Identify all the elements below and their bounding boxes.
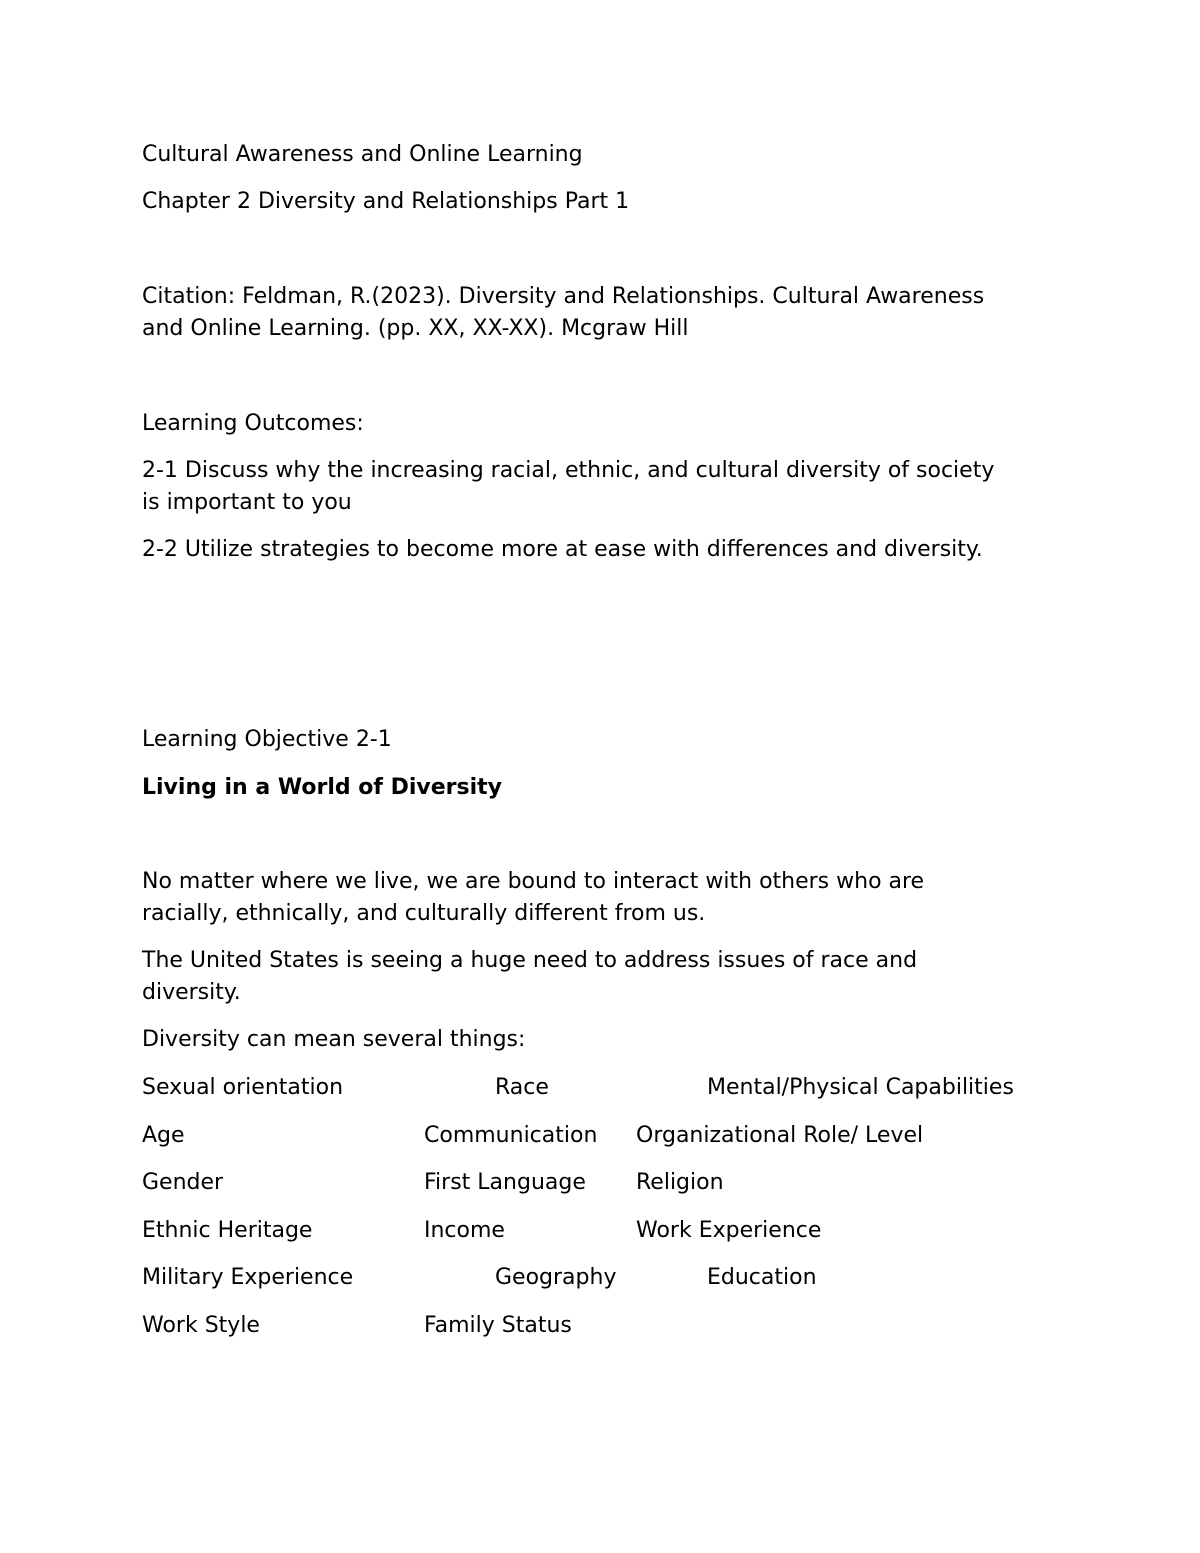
paragraph-2-line-1: The United States is seeing a huge need to address issues of race and: [142, 948, 918, 973]
table-cell: Mental/Physical Capabilities: [707, 1075, 1014, 1100]
table-cell: Sexual orientation: [142, 1075, 344, 1100]
paragraph-3-line-1: Diversity can mean several things:: [142, 1027, 526, 1052]
citation-line-1: Citation: Feldman, R.(2023). Diversity and Relationships. Cultural Awareness: [142, 284, 985, 309]
chapter-title: Chapter 2 Diversity and Relationships Part 1: [142, 189, 630, 214]
table-cell: First Language: [424, 1170, 586, 1195]
table-cell: Family Status: [424, 1313, 572, 1338]
table-cell: Income: [424, 1218, 505, 1243]
outcome-2-1-line-1: 2-1 Discuss why the increasing racial, ethnic, and cultural diversity of society: [142, 458, 995, 483]
table-cell: Work Experience: [636, 1218, 822, 1243]
table-cell: Organizational Role/ Level: [636, 1123, 924, 1148]
table-cell: Gender: [142, 1170, 224, 1195]
paragraph-1-line-1: No matter where we live, we are bound to interact with others who are: [142, 869, 925, 894]
table-cell: Ethnic Heritage: [142, 1218, 313, 1243]
objective-label: Learning Objective 2-1: [142, 727, 392, 752]
paragraph-1-line-2: racially, ethnically, and culturally different from us.: [142, 901, 706, 926]
table-cell: Religion: [636, 1170, 724, 1195]
table-cell: Race: [495, 1075, 549, 1100]
table-cell: Geography: [495, 1265, 617, 1290]
paragraph-2-line-2: diversity.: [142, 980, 241, 1005]
table-cell: Education: [707, 1265, 817, 1290]
learning-outcomes-heading: Learning Outcomes:: [142, 411, 364, 436]
table-cell: Age: [142, 1123, 185, 1148]
table-cell: Work Style: [142, 1313, 260, 1338]
outcome-2-2-line-1: 2-2 Utilize strategies to become more at ease with differences and diversity.: [142, 537, 983, 562]
objective-heading: Living in a World of Diversity: [142, 775, 503, 800]
citation-line-2: and Online Learning. (pp. XX, XX-XX). Mcgraw Hill: [142, 316, 689, 341]
course-title: Cultural Awareness and Online Learning: [142, 142, 583, 167]
outcome-2-1-line-2: is important to you: [142, 490, 352, 515]
table-cell: Communication: [424, 1123, 598, 1148]
table-cell: Military Experience: [142, 1265, 354, 1290]
